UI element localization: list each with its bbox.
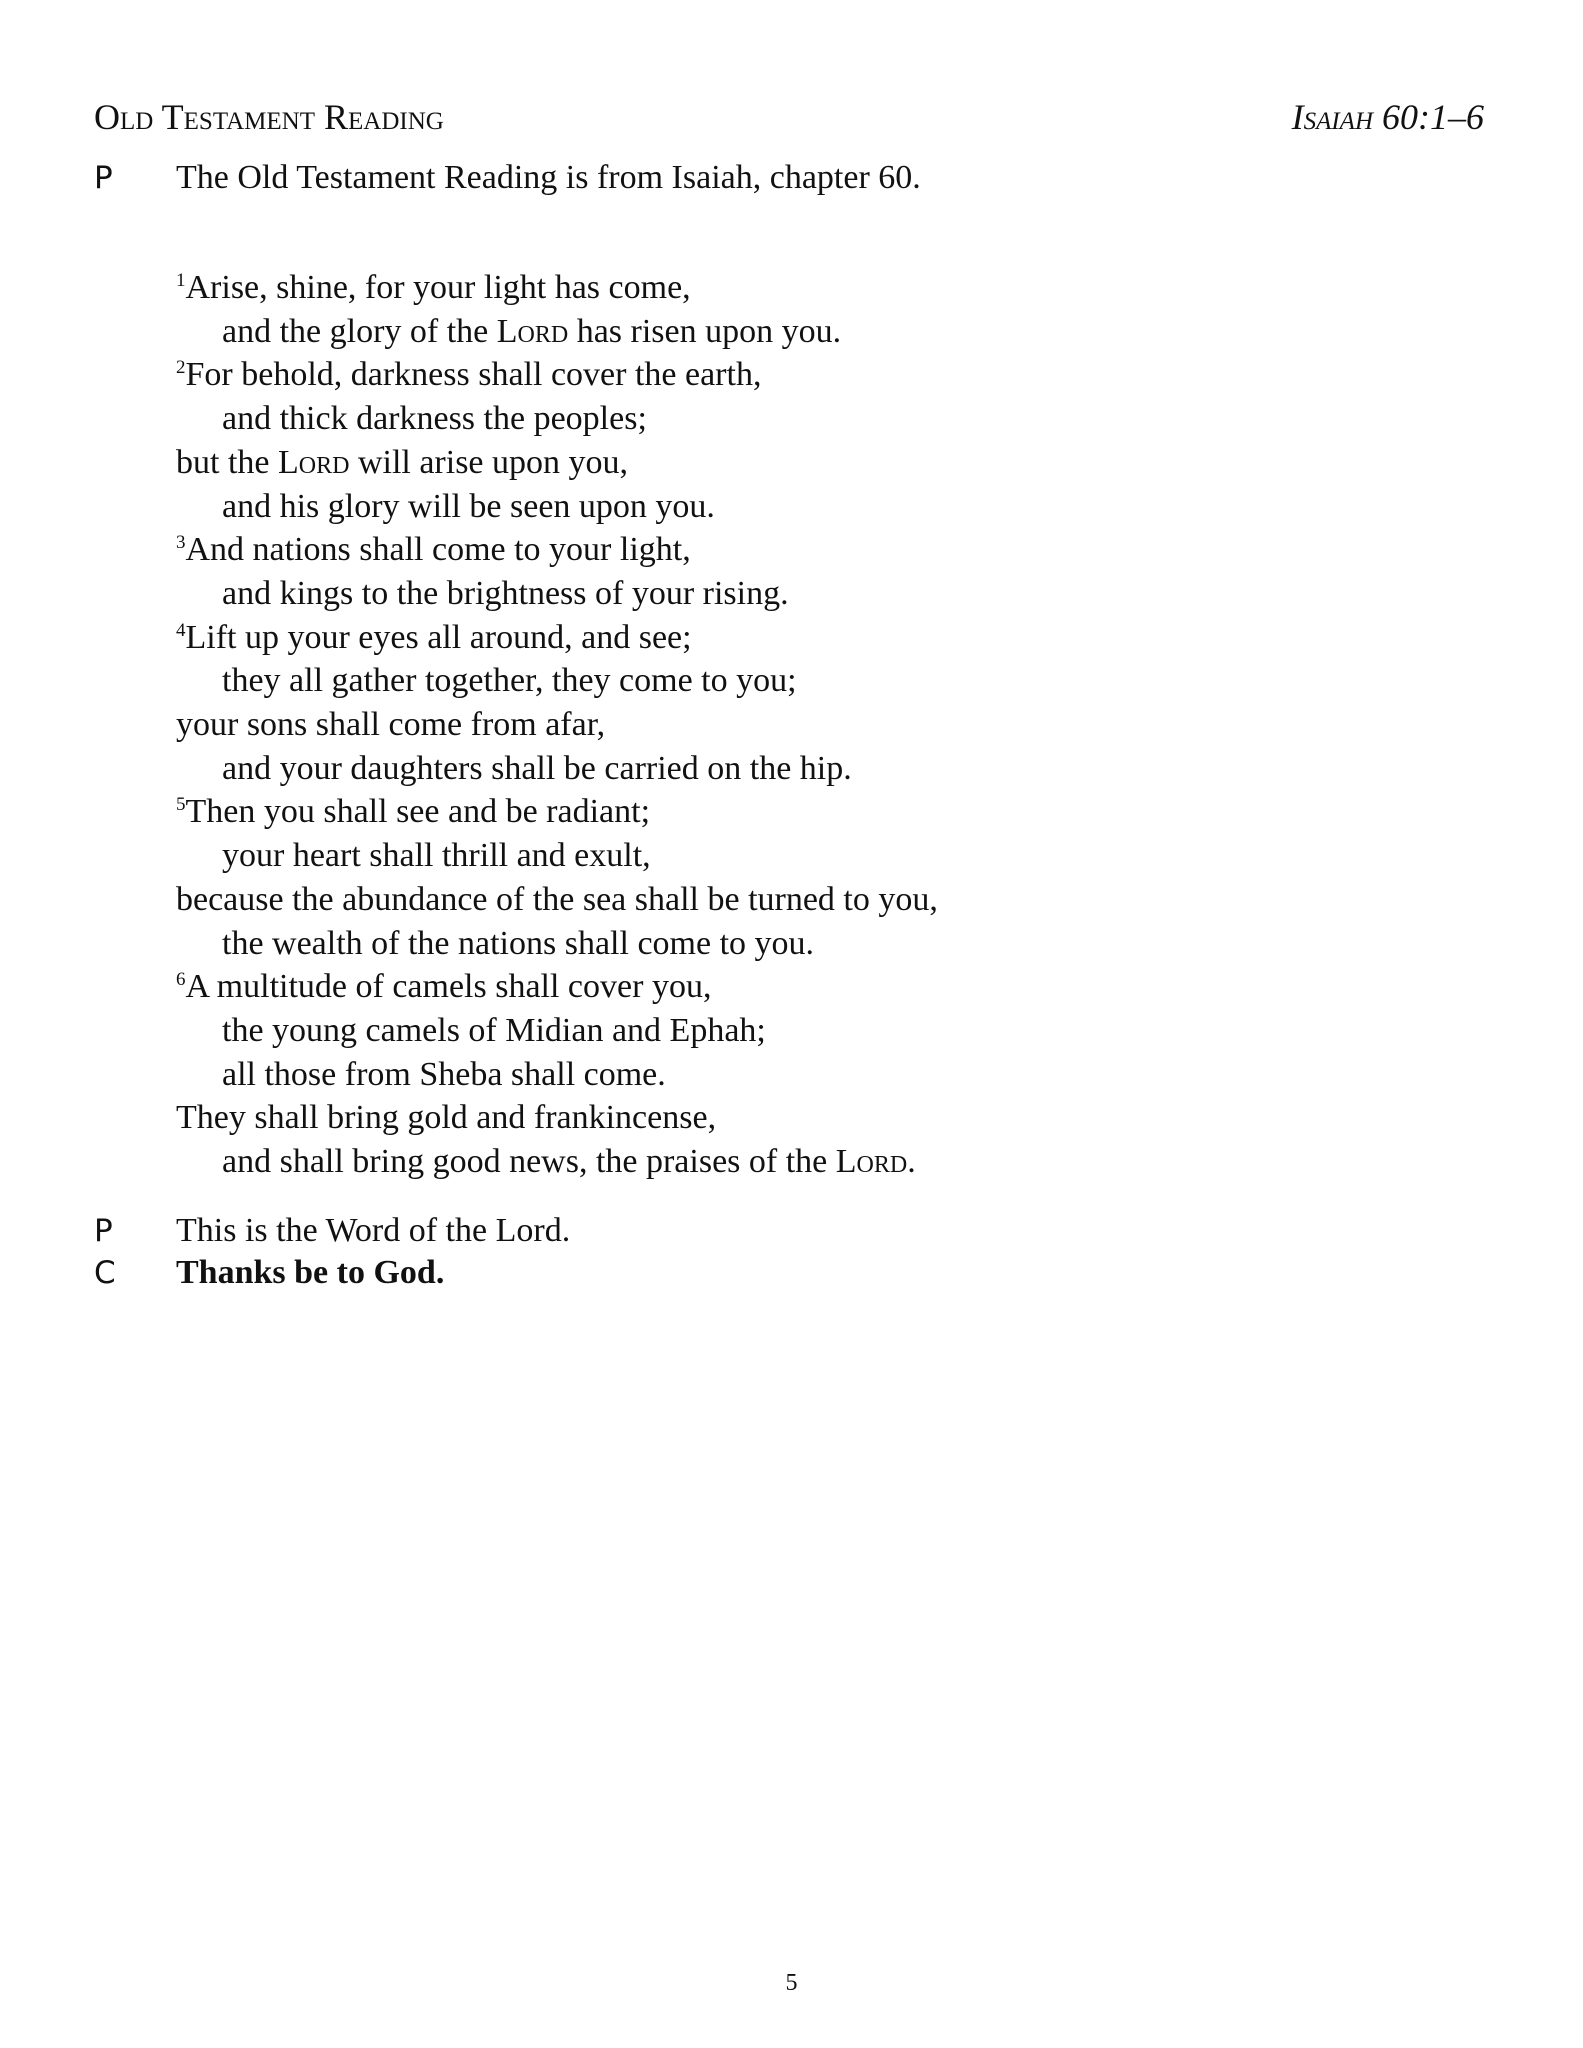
verse-text: and kings to the brightness of your rising.: [222, 574, 789, 612]
page-number: 5: [785, 1970, 798, 1996]
verse-line: [176, 703, 938, 747]
intro-text: The Old Testament Reading is from Isaiah, chapter 60.: [176, 159, 921, 196]
divine-name: Lord: [835, 1143, 908, 1181]
speaker-label: P: [94, 1213, 113, 1249]
verse-line: [176, 266, 938, 310]
verse-line: [176, 790, 938, 834]
verse-line: [176, 747, 938, 791]
verse-text: and thick darkness the peoples;: [222, 400, 647, 438]
verse-text: A multitude of camels shall cover you,: [185, 968, 712, 1006]
response-text: Thanks be to God.: [176, 1254, 445, 1291]
verse-text: your sons shall come from afar,: [176, 706, 606, 744]
verse-text: And nations shall come to your light,: [185, 531, 691, 569]
verse-line: [176, 1053, 938, 1097]
verse-text: because the abundance of the sea shall be turned to you,: [176, 880, 938, 918]
verse-text: all those from Sheba shall come.: [222, 1055, 666, 1093]
verse-text: and his glory will be seen upon you.: [222, 487, 715, 525]
verse-text: they all gather together, they come to you;: [222, 662, 797, 700]
verse-number: 2: [176, 357, 186, 379]
verse-text: but the: [176, 443, 278, 481]
verse-text: and shall bring good news, the praises of the: [222, 1143, 836, 1181]
verse-line: [176, 1140, 938, 1184]
verse-line: [176, 485, 938, 529]
scripture-text: [176, 266, 938, 1184]
verse-number: 4: [176, 619, 186, 641]
verse-line: [176, 353, 938, 397]
verse-text: .: [907, 1143, 916, 1181]
verse-line: [176, 528, 938, 572]
verse-text: For behold, darkness shall cover the earth,: [185, 356, 762, 394]
verse-text: the wealth of the nations shall come to you.: [222, 924, 815, 962]
intro-line: [94, 156, 921, 200]
verse-line: [176, 572, 938, 616]
verse-line: [176, 659, 938, 703]
section-title: Old Testament Reading: [94, 97, 444, 137]
verse-line: [176, 441, 938, 485]
response-line-pastor: [94, 1209, 570, 1253]
verse-text: and your daughters shall be carried on the hip.: [222, 749, 852, 787]
scripture-reference: Isaiah 60:1–6: [1291, 97, 1484, 137]
verse-text: the young camels of Midian and Ephah;: [222, 1011, 766, 1049]
verse-line: [176, 310, 938, 354]
verse-line: [176, 878, 938, 922]
verse-number: 5: [176, 794, 186, 816]
verse-text: Then you shall see and be radiant;: [185, 793, 651, 831]
verse-text: They shall bring gold and frankincense,: [176, 1099, 717, 1137]
verse-number: 1: [176, 270, 186, 291]
verse-line: [176, 1096, 938, 1140]
verse-text: Arise, shine, for your light has come,: [185, 269, 691, 306]
verse-text: your heart shall thrill and exult,: [222, 837, 651, 875]
verse-number: 3: [176, 532, 186, 554]
verse-text: will arise upon you,: [349, 443, 629, 481]
verse-line: [176, 922, 938, 966]
verse-number: 6: [176, 969, 186, 991]
verse-line: [176, 397, 938, 441]
speaker-label: C: [94, 1255, 116, 1291]
verse-line: [176, 965, 938, 1009]
verse-line: [176, 1009, 938, 1053]
verse-text: and the glory of the: [222, 312, 497, 350]
verse-line: [176, 834, 938, 878]
verse-line: [176, 616, 938, 660]
speaker-label: P: [94, 160, 113, 196]
response-line-congregation: [94, 1251, 444, 1295]
divine-name: Lord: [496, 312, 569, 350]
verse-text: has risen upon you.: [568, 312, 842, 350]
divine-name: Lord: [277, 443, 350, 481]
verse-text: Lift up your eyes all around, and see;: [185, 618, 692, 656]
response-text: This is the Word of the Lord.: [176, 1212, 571, 1249]
